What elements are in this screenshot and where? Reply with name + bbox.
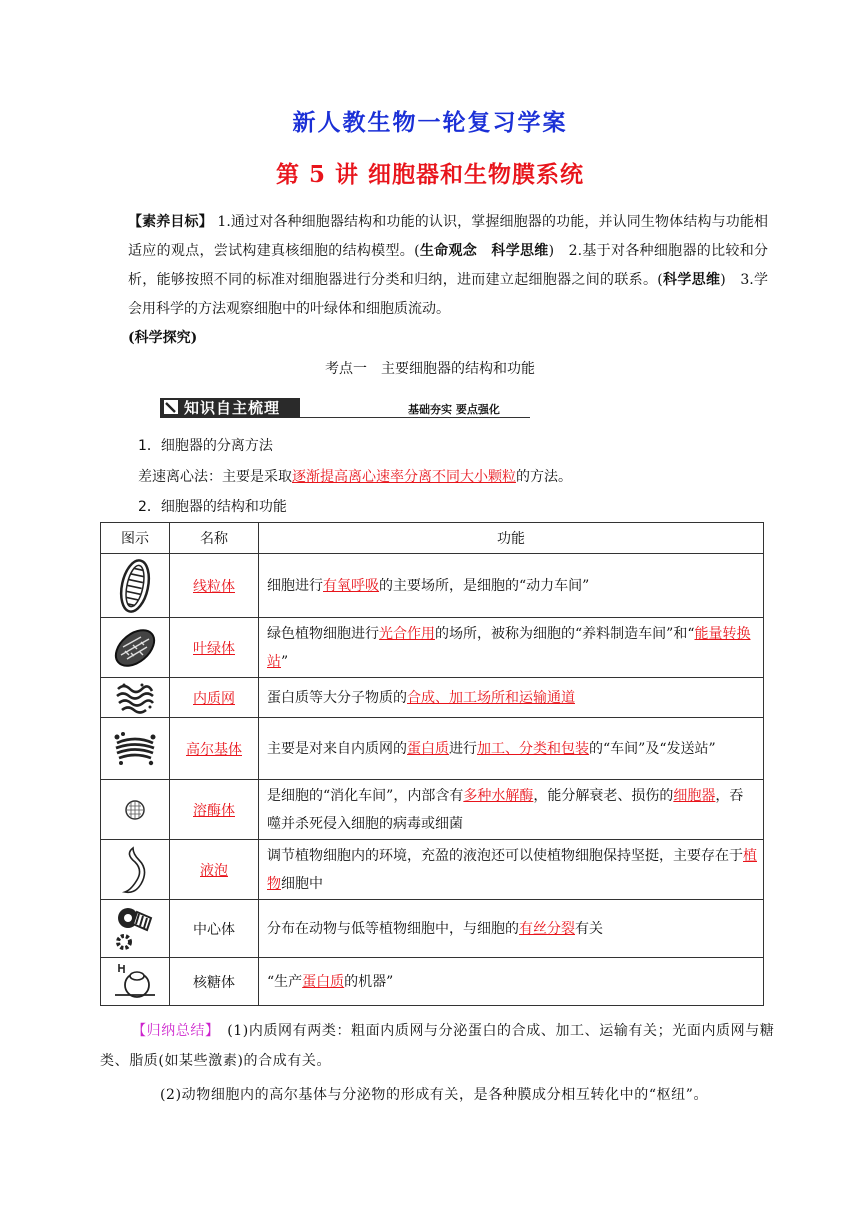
summary-tag: 【归纳总结】 bbox=[132, 1023, 213, 1039]
organelle-function: 蛋白质等大分子物质的合成、加工场所和运输通道 bbox=[259, 678, 764, 718]
organelle-name: 叶绿体 bbox=[170, 618, 259, 678]
separation-suffix: 的方法。 bbox=[516, 469, 572, 485]
centrosome-icon bbox=[101, 900, 170, 958]
summary-paragraph-1 bbox=[100, 1016, 788, 1076]
section-heading: 考点一 主要细胞器的结构和功能 bbox=[325, 361, 535, 377]
organelle-function: 细胞进行有氧呼吸的主要场所，是细胞的“动力车间” bbox=[259, 554, 764, 618]
header-name: 名称 bbox=[170, 523, 259, 554]
knowledge-banner bbox=[160, 396, 520, 420]
vacuole-icon bbox=[101, 840, 170, 900]
endoplasmic-reticulum-icon bbox=[101, 678, 170, 718]
summary-block bbox=[100, 1016, 788, 1110]
table-row bbox=[101, 840, 764, 900]
golgi-apparatus-icon bbox=[101, 718, 170, 780]
organelle-name: 高尔基体 bbox=[170, 718, 259, 780]
organelle-name: 核糖体 bbox=[170, 958, 259, 1006]
table-row bbox=[101, 678, 764, 718]
summary-text-1: (1)内质网有两类：粗面内质网与分泌蛋白的合成、加工、运输有关；光面内质网与糖类、脂质(如某些激素)的合成有关。 bbox=[100, 1023, 775, 1069]
checkbox-icon bbox=[164, 400, 178, 414]
table-row bbox=[101, 780, 764, 840]
goals-bold-3: (科学探究) bbox=[128, 330, 198, 346]
organelle-name: 液泡 bbox=[170, 840, 259, 900]
goals-bold-2: 科学思维 bbox=[662, 272, 721, 288]
header-func: 功能 bbox=[259, 523, 764, 554]
goals-bold-1: 生命观念 科学思维 bbox=[419, 243, 549, 259]
organelle-function: “生产蛋白质的机器” bbox=[259, 958, 764, 1006]
table-row bbox=[101, 900, 764, 958]
summary-paragraph-2: (2)动物细胞内的高尔基体与分泌物的形成有关，是各种膜成分相互转化中的“枢纽”。 bbox=[160, 1087, 709, 1103]
separation-text bbox=[138, 466, 572, 486]
learning-goals bbox=[128, 208, 768, 353]
table-row bbox=[101, 618, 764, 678]
table-header-row bbox=[101, 523, 764, 554]
lysosome-icon bbox=[101, 780, 170, 840]
organelle-name: 溶酶体 bbox=[170, 780, 259, 840]
organelle-name: 线粒体 bbox=[170, 554, 259, 618]
organelle-function: 绿色植物细胞进行光合作用的场所，被称为细胞的“养料制造车间”和“能量转换站” bbox=[259, 618, 764, 678]
ribosome-icon bbox=[101, 958, 170, 1006]
separation-prefix: 差速离心法：主要是采取 bbox=[138, 469, 292, 485]
table-heading: 2．细胞器的结构和功能 bbox=[138, 499, 287, 515]
header-pic: 图示 bbox=[101, 523, 170, 554]
organelle-function: 是细胞的“消化车间”，内部含有多种水解酶，能分解衰老、损伤的细胞器，吞噬并杀死侵入细胞的病毒或细菌 bbox=[259, 780, 764, 840]
organelle-function: 调节植物细胞内的环境，充盈的液泡还可以使植物细胞保持坚挺，主要存在于植物细胞中 bbox=[259, 840, 764, 900]
organelle-function: 分布在动物与低等植物细胞中，与细胞的有丝分裂有关 bbox=[259, 900, 764, 958]
table-row bbox=[101, 718, 764, 780]
organelle-name: 中心体 bbox=[170, 900, 259, 958]
banner-underline bbox=[300, 417, 530, 418]
table-row bbox=[101, 554, 764, 618]
mitochondrion-icon bbox=[101, 554, 170, 618]
goals-text-3: ) 3.学会用科学的方法观察细胞中的叶绿体和细胞质流动。 bbox=[128, 272, 768, 317]
goals-text-1: 1.通过对各种细胞器结构和功能的认识，掌握细胞器的功能，并认同生物体结构与功能相适应的观点，尝试构建真核细胞的结构模型。( bbox=[128, 214, 769, 259]
table-row bbox=[101, 958, 764, 1006]
banner-label: 知识自主梳理 bbox=[184, 399, 281, 417]
goals-text-2: ) 2.基于对各种细胞器的比较和分析，能够按照不同的标准对细胞器进行分类和归纳，进而建立起细胞器之间的联系。( bbox=[128, 243, 768, 288]
separation-answer: 逐渐提高离心速率分离不同大小颗粒 bbox=[292, 469, 516, 485]
document-title: 新人教生物一轮复习学案 bbox=[292, 109, 568, 136]
organelle-function: 主要是对来自内质网的蛋白质进行加工、分类和包装的“车间”及“发送站” bbox=[259, 718, 764, 780]
chloroplast-icon bbox=[101, 618, 170, 678]
organelle-table bbox=[100, 522, 764, 1006]
separation-heading: 1．细胞器的分离方法 bbox=[138, 438, 273, 454]
lesson-title: 第 5 讲 细胞器和生物膜系统 bbox=[275, 161, 585, 188]
organelle-name: 内质网 bbox=[170, 678, 259, 718]
banner-subtitle: 基础夯实 要点强化 bbox=[408, 403, 500, 416]
goals-tag: 【素养目标】 bbox=[128, 214, 213, 230]
